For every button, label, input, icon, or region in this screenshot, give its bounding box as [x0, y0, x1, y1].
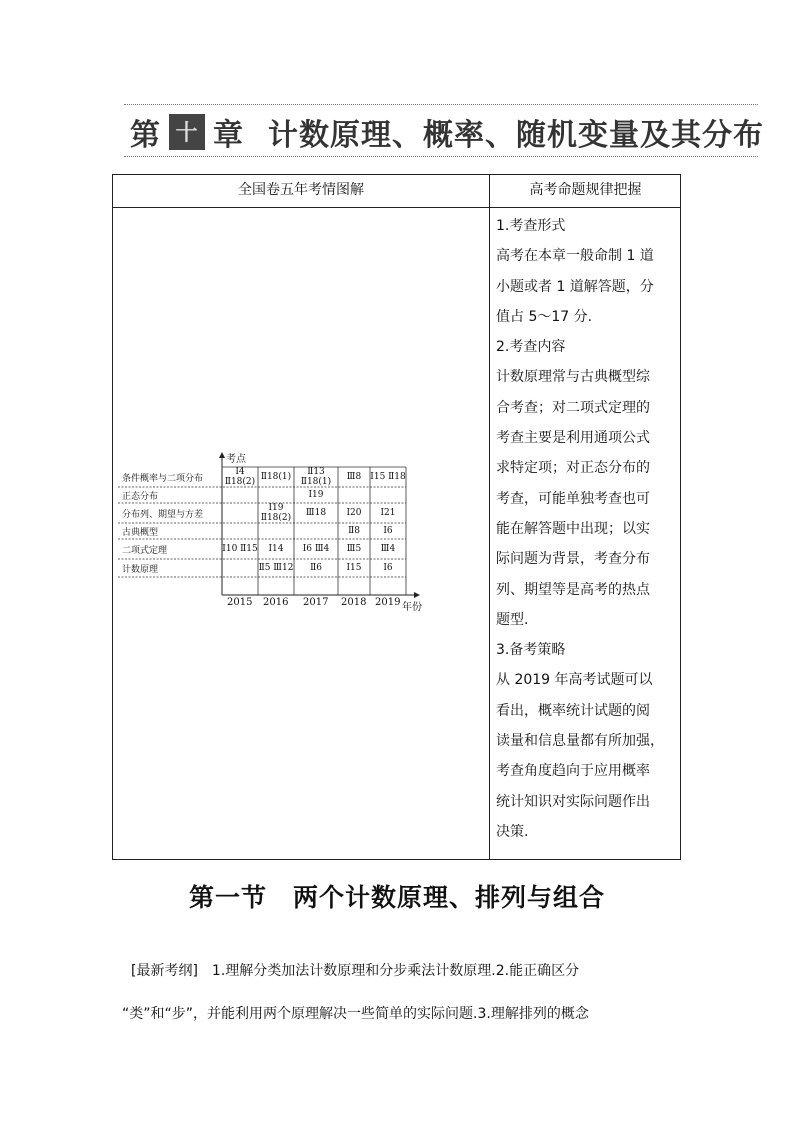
banner-bottom-rule	[124, 156, 758, 157]
rules-line: 考查角度趋向于应用概率	[496, 763, 650, 780]
chart-cell: Ⅰ19 Ⅱ18(2)	[260, 503, 292, 523]
y-axis-label: 考点	[226, 454, 246, 465]
chart-row-label: 古典概型	[122, 528, 159, 538]
chart-cell: Ⅰ6	[383, 526, 393, 536]
rules-line: 读量和信息量都有所加强，	[496, 733, 664, 750]
rules-line: 考查主要是利用通项公式	[496, 430, 650, 447]
table-header-divider	[113, 207, 680, 208]
chart-cell: Ⅰ6	[383, 563, 393, 573]
table-column-divider	[489, 175, 490, 859]
chart-cell: Ⅰ21	[380, 508, 396, 518]
chart-year-label: 2015	[227, 597, 253, 608]
chapter-prefix: 第	[130, 118, 161, 153]
chapter-number-badge	[169, 114, 205, 150]
chart-cell: Ⅰ6 Ⅲ4	[302, 544, 330, 554]
rules-line: 考查，可能单独考查也可	[496, 490, 650, 507]
rules-line: 看出，概率统计试题的阅	[496, 702, 650, 719]
rules-line: 2.考查内容	[496, 339, 566, 356]
rules-line: 统计知识对实际问题作出	[496, 793, 650, 810]
rules-line: 从 2019 年高考试题可以	[496, 672, 653, 689]
rules-line: 题型.	[496, 611, 529, 628]
syllabus-line-1: [最新考纲] 1.理解分类加法计数原理和分步乘法计数原理.2.能正确区分	[131, 963, 580, 979]
chart-cell: Ⅰ14	[268, 544, 284, 554]
rules-line: 计数原理常与古典概型综	[496, 369, 650, 386]
rules-line: 值占 5～17 分.	[496, 308, 593, 325]
rules-line: 3.备考策略	[496, 642, 566, 659]
rules-line: 际问题为背景，考查分布	[496, 551, 650, 568]
rules-line: 决策.	[496, 823, 529, 840]
exam-topic-chart	[118, 450, 428, 613]
rules-line: 小题或者 1 道解答题，分	[496, 278, 654, 295]
chart-cell: Ⅲ4	[380, 544, 396, 554]
chart-cell: Ⅱ8	[348, 526, 360, 536]
rules-line: 1.考查形式	[496, 218, 566, 234]
chart-cell: Ⅲ8	[346, 472, 362, 482]
chapter-banner	[130, 110, 764, 154]
chapter-number: 十	[175, 121, 199, 146]
rules-line: 合考查；对二项式定理的	[496, 399, 650, 416]
chart-cell: Ⅱ5 Ⅲ12	[258, 563, 294, 573]
chart-cell: Ⅲ18	[305, 508, 327, 518]
chart-cell: Ⅰ19	[308, 490, 324, 500]
chapter-suffix: 章	[213, 118, 244, 153]
chart-cell: Ⅰ20	[346, 508, 362, 518]
syllabus-line-2: “类”和“步”，并能利用两个原理解决一些简单的实际问题.3.理解排列的概念	[122, 1006, 589, 1022]
chart-year-label: 2016	[263, 597, 289, 608]
chart-cell: Ⅱ6	[310, 563, 322, 573]
chart-row-label: 计数原理	[122, 565, 159, 575]
chart-cell: Ⅰ15	[346, 563, 362, 573]
chart-year-label: 2017	[303, 597, 329, 608]
section-title: 第一节 两个计数原理、排列与组合	[188, 883, 605, 912]
x-axis-label: 年份	[402, 602, 422, 613]
chart-cell: Ⅰ10 Ⅱ15	[222, 544, 258, 554]
chart-cell: Ⅱ18(1)	[260, 472, 292, 482]
chart-year-label: 2018	[341, 597, 367, 608]
rules-line: 高考在本章一般命制 1 道	[496, 248, 654, 265]
left-header: 全国卷五年考情图解	[238, 182, 364, 198]
chart-row-label: 条件概率与二项分布	[122, 474, 204, 484]
chart-year-label: 2019	[375, 597, 401, 608]
rules-line: 能在解答题中出现；以实	[496, 520, 650, 537]
chart-cell: Ⅱ13 Ⅱ18(1)	[300, 467, 332, 487]
chart-cell: Ⅰ15 Ⅱ18	[370, 472, 406, 482]
right-header: 高考命题规律把握	[529, 182, 642, 198]
chart-cell: Ⅰ4 Ⅱ18(2)	[224, 467, 256, 487]
chart-row-label: 分布列、期望与方差	[122, 510, 204, 520]
rules-line: 求特定项；对正态分布的	[496, 460, 650, 477]
exam-rules-content	[496, 211, 678, 847]
banner-top-rule	[124, 104, 758, 105]
chart-row-label: 正态分布	[122, 492, 159, 502]
chapter-title: 计数原理、概率、随机变量及其分布	[268, 118, 764, 153]
chart-cell: Ⅲ5	[346, 544, 362, 554]
rules-line: 列、期望等是高考的热点	[496, 581, 650, 598]
chart-row-label: 二项式定理	[122, 546, 168, 556]
